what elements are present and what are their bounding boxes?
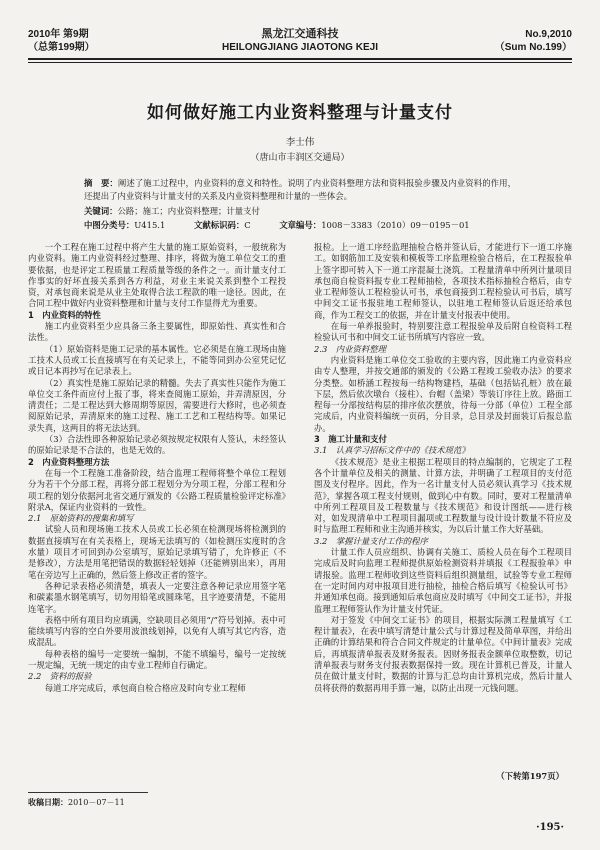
keywords — [84, 205, 516, 217]
doc-code-label: 文献标识码： — [193, 220, 245, 230]
section-heading-3: 3 施工计量和支付 — [314, 434, 387, 445]
header-total-issue: （总第199期） — [28, 42, 95, 53]
paragraph: （3）合法性即各种原始记录必须按规定权限有人签认，未经签认的原始记录是不合法的，也是无效的。 — [28, 434, 286, 456]
journal-name-en: HEILONGJIANG JIAOTONG KEJI — [222, 42, 378, 53]
header-rule-thick — [28, 58, 572, 60]
subsection-heading-2-2: 2.2 资料的报验 — [28, 671, 92, 682]
paragraph: （1）原始资料是施工记录的基本属性。它必须是在施工现场由施工技术人员或工长直接填写在有关记录上，不能等同到办公室凭记忆或日记本再抄写在记录表上。 — [28, 343, 286, 377]
paragraph: 报检。上一道工序经监理抽检合格并签认后，才能进行下一道工序施工。如钢筋加工及安装和模板等工序监理检验合格后，在工程报验单上签字即可转入下一道工序混凝土浇筑。工程量清单中所列计量项目承包商自检资料报专业工程师抽检，各项技术指标抽检合格后，由专业工程师签认工程检验认可书，承包商接到工程检验认可书后，填写中间交工证书报驻地工程师签认，以驻地工程师签认后返还给承包商，作为工程交工的依据，并在计量支付报表中使用。 — [314, 242, 572, 320]
subsection-heading-3-2: 3.2 掌握计量支付工作的程序 — [314, 535, 428, 546]
continued-note: （下转第197页） — [496, 771, 564, 781]
journal-name-cn: 黑龙江交通科技 — [261, 28, 339, 40]
header-center — [28, 28, 572, 54]
paragraph: 《技术规范》是业主根据工程项目的特点编制的，它规定了工程各个计量单位及相关的测量、计算方法，并明确了工程项目的支付范围及支付程序。因此，作为一名计量支付人员必须认真学习《技术规范》，掌握各项工程支付规则，做到心中有数。同时，要对工程量清单中所列工程项目及工程数量与《技术规范》和设计图纸——进行核对，如发现清单中工程项目漏项或工程数量与设计设计数量不符应及时与监理工程师和业主沟通并核实，为以后计量工作大好基础。 — [314, 456, 572, 535]
received-date — [28, 797, 278, 808]
paragraph: 表格中所有项目均应填满，空缺项目必须用“/”符号划掉。表中可能续填写内容的空白外要用波浪线划掉，以免有人填写其它内容，造成混乱。 — [28, 614, 286, 648]
paragraph: 内业资料是施工单位交工验收的主要内容，因此施工内业资料应由专人整理，并按交通部的颁发的《公路工程竣工验收办法》的要求分类整。如桥涵工程按每一结构物建档，基础（包括钻孔桩）放在最下层，然后依次墩台（接柱）、台帽（盖梁）等装订序往上放。路面工程每一分部按结构层的排序依次摆放，待每一分部（单位）工程全部完成后，内业资料编统一页码，分目录，总目录及封面装订后报总监办。 — [314, 354, 572, 433]
article-meta — [84, 219, 516, 231]
paragraph: 各种记录表格必须清楚，填表人一定要注意各种记录应用签字笔和碳素墨水钢笔填写，切勿用铅笔或圆珠笔，且字迹要清楚，不能用连笔字。 — [28, 580, 286, 614]
subsection-heading-2-3: 2.3 内业资料整理 — [314, 343, 386, 354]
paragraph: 每种表格的编号一定要统一编制，不能不填编号，编号一定按统一规定编，无统一规定的由专业工程师自行确定。 — [28, 648, 286, 670]
left-column — [28, 242, 286, 770]
paragraph: 对于签发《中间交工证书》的项目，根据实际测工程量填写《工程计量表》，在表中填写清楚计量公式与计算过程及简单草图，并给出正确的计算结果和符合合同文件规定的计量单位。《中间计量表》完成后，再填报清单报表及财务报表。因财务报表金额单位取整数，切记清单报表与财务支付报表数据保持一致。现在计算机已普及，计量人员在做计量支付时，数据的计算与汇总均由计算机完成，然后计量人员将获得的数据再用手算一遍，以防止出现一元钱问题。 — [314, 614, 572, 693]
received-label: 收稿日期： — [28, 797, 68, 807]
section-heading-2: 2 内业资料整理方法 — [28, 456, 110, 467]
paragraph: （2）真实性是施工原始记录的精髓。失去了真实性只能作为施工单位交工条件而应付上报了事，将来查阅施工原始，并弄清原因，分清责任；二是工程达到大修周期等原因，需要进行大修时，也必须查阅原始记录，弄清原来的施工过程、施工工艺和工程结构等。如果记录失真，这两目的将无法达到。 — [28, 377, 286, 433]
article-no-label: 文章编号： — [279, 220, 322, 230]
keywords-label: 关键词： — [84, 206, 118, 216]
abstract — [84, 177, 516, 203]
abstract-label: 摘 要： — [84, 178, 118, 188]
paragraph: 每道工序完成后，承包商自检合格应及时向专业工程师 — [44, 682, 246, 693]
page-number: ·195· — [536, 822, 564, 833]
clc — [84, 220, 165, 230]
doc-code-value: C — [244, 220, 251, 230]
article-no-value: 1008－3383（2010）09－0195－01 — [321, 220, 470, 230]
subsection-heading-3-1: 3.1 认真学习招标文件中的《技术规范》 — [314, 445, 470, 456]
header-no: No.9,2010 — [525, 29, 572, 40]
clc-label: 中图分类号： — [84, 220, 135, 230]
keywords-text: 公路；施工；内业资料整理；计量支付 — [117, 206, 260, 216]
article-no — [279, 220, 469, 230]
paragraph: 计量工作人员应组织、协调有关施工、质检人员在每个工程项目完成后及时向监理工程师提供原始检测资料并填报《工程报验单》申请报验。监理工程师收到这些资料后组织测量组，试验等专业工程师在一定时间内对申报项目进行抽检，抽检合格后填写《检验认可书》并通知承包商。接到通知后承包商应及时填写《中间交工证书》，并报监理工程师签认作为计量支付凭证。 — [314, 547, 572, 614]
abstract-text: 阐述了施工过程中，内业资料的意义和特性。说明了内业资料整理方法和资料报验步骤及内业资料的作用，还提出了内业资料与计量支付的关系及内业资料整理和计量的一些体会。 — [84, 178, 516, 201]
paragraph: 在每一个工程施工准备阶段，结合监理工程师将整个单位工程划分为若干个分部工程，再将分部工程划分为分项工程，分部工程和分项工程的划分依据河北省交通厅颁发的《公路工程质量检验评定标准》附录A，保证内业资料的一致性。 — [28, 467, 286, 512]
paragraph: 试验人员和现场施工技术人员或工长必须在检测现场将检测到的数据直接填写在有关表格上，现场无法填写的（如检测压实度时的含水量）项目才可回到办公室填写，原始记录填写错了，允许修正（不是修改），方法是用笔把错误的数据轻轻划掉（还能辨别出来），再用笔在旁边写上正确的，然后签上修改正者的签字。 — [28, 524, 286, 580]
paragraph: 施工内业资料至少应具备三条主要属性，即原始性、真实性和合法性。 — [28, 321, 286, 343]
footnote-rule — [28, 792, 148, 793]
paragraph: 在每一单养报验时，特别要注意工程报验单及后附自检资料工程检验认可书和中间交工证书所填写内容应一致。 — [314, 321, 572, 343]
article-affiliation: （唐山市丰润区交通局） — [250, 153, 350, 163]
right-column — [314, 242, 572, 808]
header-year-issue: 2010年 第9期 — [28, 29, 89, 40]
clc-value: U415.1 — [134, 220, 166, 230]
header-right — [495, 28, 572, 54]
section-heading-1: 1 内业资料的特性 — [28, 309, 101, 320]
header-sum: （Sum No.199） — [494, 42, 572, 53]
paragraph: 一个工程在施工过程中将产生大量的施工原始资料，一般统称为内业资料。施工内业资料经过整理、排序，将做为施工单位交工的重要依据，也是评定工程质量工程质量等级的条件之一。而计量支付工作事实的好坏直接关系到各方利益，对业主来说关系到整个工程投资，对承包商来说是从业主处取得合法工程款的唯一途径。因此，在合同工程中做好内业资料整理和计量与支付工作显得尤为重要。 — [28, 242, 286, 309]
header-rule-thin — [28, 62, 572, 63]
article-author: 李士伟 — [285, 137, 315, 148]
received-value: 2010－07－11 — [68, 798, 125, 807]
subsection-heading-2-1: 2.1 原始资料的搜集和填写 — [28, 513, 134, 524]
doc-code — [194, 220, 251, 230]
article-title: 如何做好施工内业资料整理与计量支付 — [147, 103, 453, 123]
